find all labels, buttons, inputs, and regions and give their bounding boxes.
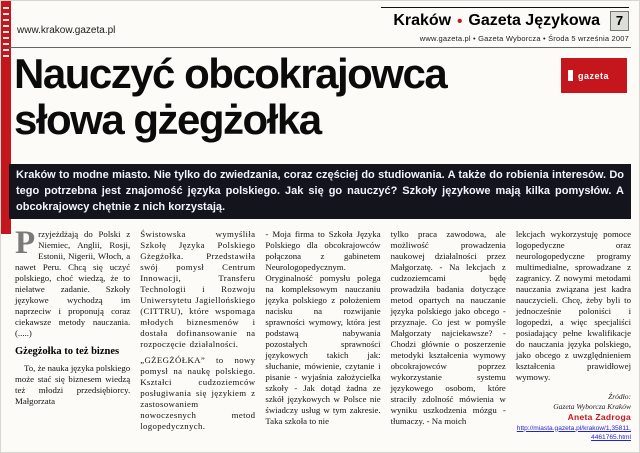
section-heading: Gżegżołka to też biznes — [15, 346, 120, 357]
header-divider — [9, 47, 631, 48]
masthead-title: Gazeta Językowa — [468, 12, 600, 29]
masthead — [393, 7, 629, 43]
paragraph: „GŻEGŻÓŁKA” to nowy pomysł na naukę polskiego. Kształci cudzoziemców posługiwania się językiem z zastosowaniem nowoczesnych metod logopedycznych. — [140, 355, 256, 431]
paragraph — [15, 225, 131, 339]
article-url-link[interactable]: http://miasta.gazeta.pl/krakow/1,35811,4461765.html — [516, 424, 632, 441]
paragraph: tylko praca zawodowa, ale możliwość prowadzenia naukowej działalności przez Małgorzatę. - Na lekcjach z cudzoziemcami będę prowadziła badania dotyczące metod opartych na nauczanie języka polskiego jako obcego - przyznaje. Co jest w pomyśle Małgorzaty najciekawsze? - Chodzi głównie o poszerzenie metodyki kształcenia wymowy obcokrajowców poprzez wykorzystanie systemu językowego osobom, które straciły zdolność mówienia w wyniku uszkodzenia mózgu - tłumaczy. - Na moich — [390, 229, 506, 426]
dropcap: P — [15, 225, 36, 261]
paragraph: lekcjach wykorzystuję pomoce logopedyczne oraz neurologopedyczne programy multimedialne, sprowadzane z zagranicy. Z nowymi metodami nauczania związana jest kadra nauczycieli. Chcę, żeby byli to jednocześnie poloniści i logopedzi, a więc specjaliści posiadający pełne kwalifikacje do nauczania języka polskiego, jako obcego z uwzględnieniem kształcenia prawidłowej wymowy. — [515, 229, 632, 382]
headline-line1: Nauczyć obcokrajowca — [14, 50, 447, 97]
masthead-line — [393, 11, 629, 31]
paragraph-text: rzyjeżdżają do Polski z Niemiec, Anglii, Rosji, Estonii, Nigerii, Włoch, a nawet Peru. Chcą się uczyć polskiego, choć wiedzą, że to niełatwe zadanie. Szkoły językowe wychodzą im naprzeciw i proponują coraz ciekawsze metody nauczania.(.....) — [15, 229, 131, 338]
paragraph: To, że nauka języka polskiego może stać się biznesem wiedzą też młodzi przedsiębiorcy. Małgorzata — [15, 363, 131, 406]
gazeta-logo-mark-icon — [568, 70, 573, 81]
headline — [14, 51, 446, 143]
gazeta-logo — [561, 58, 627, 93]
masthead-bullet-icon: • — [457, 12, 463, 30]
gazeta-logo-text: gazeta — [578, 70, 610, 81]
site-url: www.krakow.gazeta.pl — [17, 25, 116, 36]
column-1 — [15, 225, 131, 447]
lead-paragraph: Kraków to modne miasto. Nie tylko do zwiedzania, coraz częściej do studiowania. A także do robienia interesów. Do tego potrzebna jest znajomość języka polskiego. Jak się go nauczyć? Szkoły językowe mają kilka pomysłów. A obcokrajowcy chętnie z nich korzystają. — [9, 164, 631, 219]
source-name: Gazeta Wyborcza Kraków — [553, 401, 632, 411]
column-3 — [265, 229, 380, 447]
strip-text-marks — [3, 7, 9, 59]
column-4 — [391, 229, 506, 447]
paragraph: Świstowska wymyśliła Szkołę Języka Polskiego Gżegżołka. Przedstawiła swój pomysł Centrum Innowacji, Transferu Technologii i Rozwoju Uniwersytetu Jagiellońskiego (CITTRU), które wspomaga młodych biznesmenów i dostała dofinansowanie na rozpoczęcie działalności. — [140, 229, 256, 349]
page-number: 7 — [610, 11, 629, 31]
column-2 — [140, 229, 255, 447]
masthead-subline: www.gazeta.pl • Gazeta Wyborcza • Środa 5 września 2007 — [419, 34, 629, 43]
headline-line2: słowa gżegżołka — [14, 96, 321, 143]
source-block — [516, 392, 631, 443]
column-5 — [516, 229, 631, 447]
paragraph: - Moja firma to Szkoła Języka Polskiego dla obcokrajowców połączona z gabinetem Neurologopedycznym. Oryginalność pomysłu polega na kompleksowym nauczaniu języka polskiego z położeniem nacisku na rozwijanie sprawności wymowy, która jest podstawą nabywania pozostałych sprawności językowych takich jak: słuchanie, mówienie, czytanie i pisanie - wyjaśnia założycielka szkoły - Jak dotąd żadna ze szkół językowych w Polsce nie świadczy usług w tym zakresie. Taka szkoła to nie — [265, 229, 381, 426]
masthead-city: Kraków — [393, 12, 452, 29]
source-label: Źródło: — [608, 392, 632, 401]
author-byline: Aneta Zadroga — [567, 412, 632, 422]
article-columns — [15, 225, 632, 447]
